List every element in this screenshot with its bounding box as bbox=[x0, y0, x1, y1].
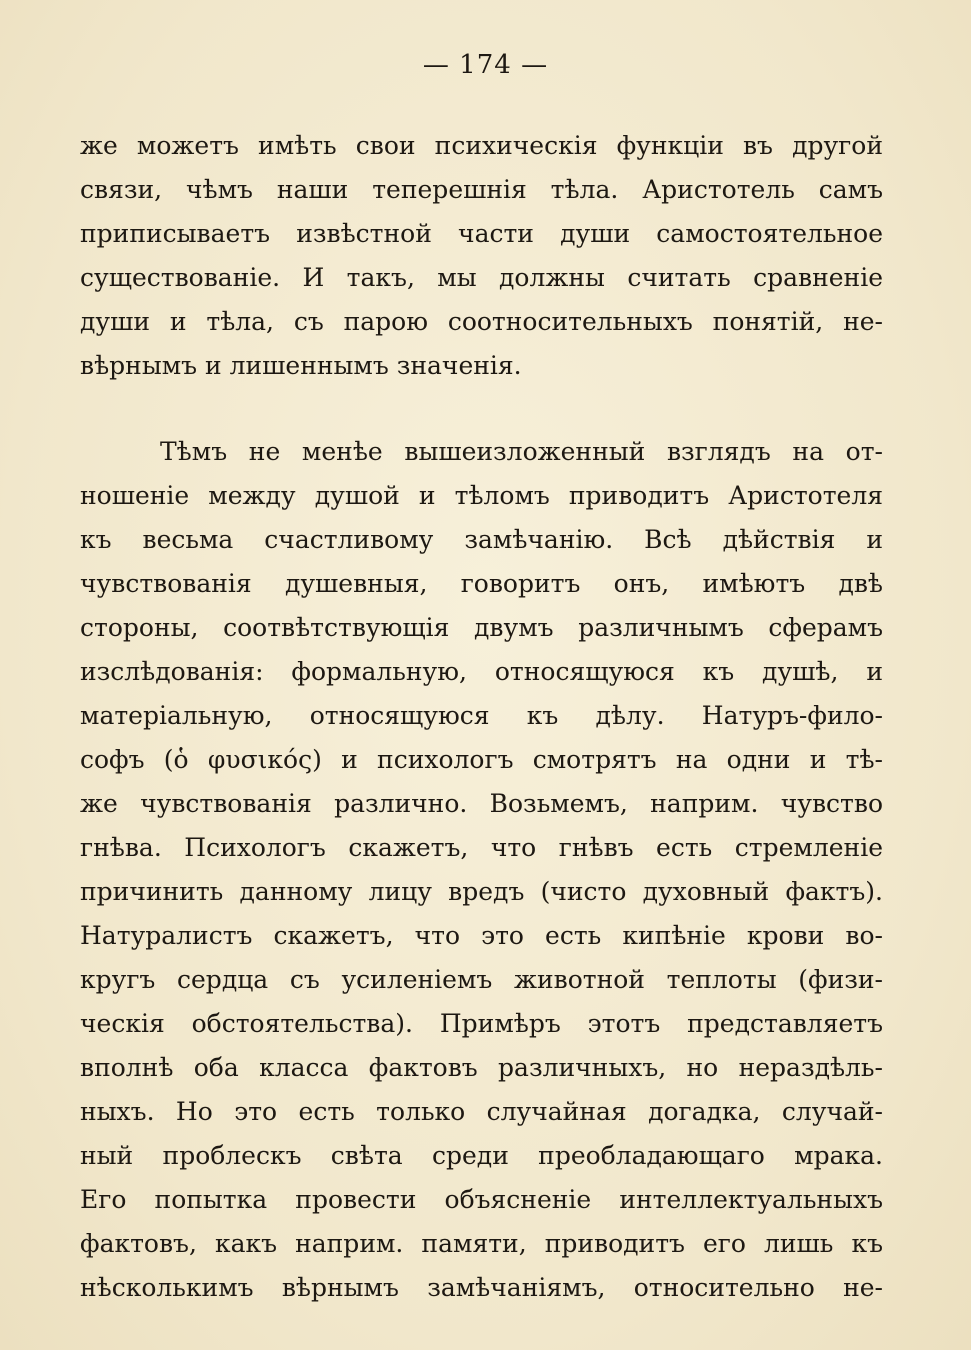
text-line: стороны, соотвѣтствующія двумъ различнымъ сферамъ bbox=[80, 613, 883, 642]
text-line: души и тѣла, съ парою соотносительныхъ понятій, не- bbox=[80, 307, 883, 336]
text-line: вѣрнымъ и лишеннымъ значенія. bbox=[80, 351, 522, 380]
text-line: кругъ сердца съ усиленіемъ животной теплоты (физи- bbox=[80, 965, 883, 994]
text-line: ный проблескъ свѣта среди преобладающаго мрака. bbox=[80, 1141, 883, 1170]
text-line: Натуралистъ скажетъ, что это есть кипѣніе крови во- bbox=[80, 921, 883, 950]
text-line: же можетъ имѣть свои психическія функціи въ другой bbox=[80, 131, 883, 160]
text-line: ческія обстоятельства). Примѣръ этотъ представляетъ bbox=[80, 1009, 883, 1038]
text-line: гнѣва. Психологъ скажетъ, что гнѣвъ есть стремленіе bbox=[80, 833, 883, 862]
text-line: же чувствованія различно. Возьмемъ, наприм. чувство bbox=[80, 789, 883, 818]
text-line: софъ (ὁ φυσικός) и психологъ смотрятъ на одни и тѣ- bbox=[80, 745, 883, 774]
text-line: нѣсколькимъ вѣрнымъ замѣчаніямъ, относительно не- bbox=[80, 1273, 883, 1302]
text-line: существованіе. И такъ, мы должны считать сравненіе bbox=[80, 263, 883, 292]
text-line: вполнѣ оба класса фактовъ различныхъ, но нераздѣль- bbox=[80, 1053, 883, 1082]
text-line: ныхъ. Но это есть только случайная догадка, случай- bbox=[80, 1097, 883, 1126]
text-line: чувствованія душевныя, говоритъ онъ, имѣютъ двѣ bbox=[80, 569, 883, 598]
text-line: фактовъ, какъ наприм. памяти, приводитъ его лишь къ bbox=[80, 1229, 883, 1258]
text-line: изслѣдованія: формальную, относящуюся къ душѣ, и bbox=[80, 657, 883, 686]
text-line: связи, чѣмъ наши теперешнія тѣла. Аристотель самъ bbox=[80, 175, 883, 204]
text-line: причинить данному лицу вредъ (чисто духовный фактъ). bbox=[80, 877, 883, 906]
text-line: матеріальную, относящуюся къ дѣлу. Натуръ-фило- bbox=[80, 701, 883, 730]
paragraph-2 bbox=[80, 430, 883, 1310]
text-line: приписываетъ извѣстной части души самостоятельное bbox=[80, 219, 883, 248]
text-line: ношеніе между душой и тѣломъ приводитъ Аристотеля bbox=[80, 481, 883, 510]
paragraph-1 bbox=[80, 124, 883, 388]
page-number: — 174 — bbox=[422, 50, 549, 80]
text-line: Тѣмъ не менѣе вышеизложенный взглядъ на от- bbox=[160, 437, 883, 466]
text-line: къ весьма счастливому замѣчанію. Всѣ дѣйствія и bbox=[80, 525, 883, 554]
text-line: Его попытка провести объясненіе интеллектуальныхъ bbox=[80, 1185, 883, 1214]
